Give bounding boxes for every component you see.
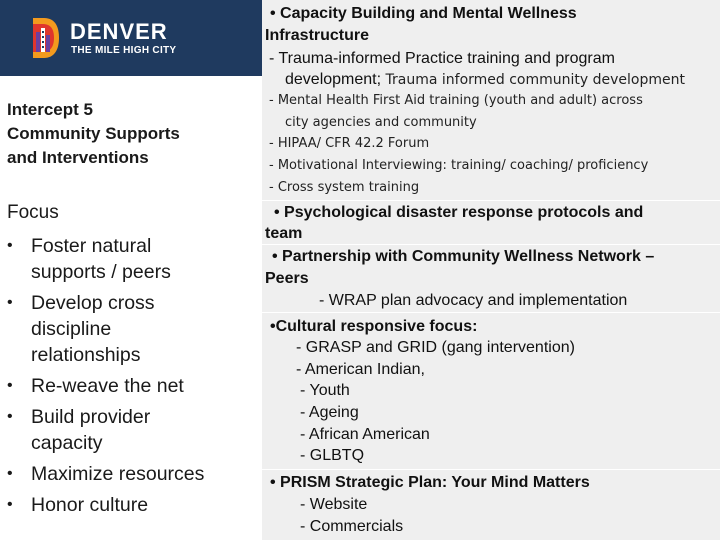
focus-list — [7, 233, 257, 523]
section-heading: • Capacity Building and Mental Wellness — [270, 5, 577, 22]
capacity-item-text: Trauma informed community development — [385, 72, 685, 88]
prism-item: - Commercials — [300, 518, 404, 535]
focus-item — [7, 404, 257, 456]
slide-title-line: and Interventions — [7, 148, 149, 167]
cultural-item: - Youth — [300, 382, 350, 399]
cultural-item: - American Indian, — [296, 361, 425, 378]
focus-item-text: • Foster natural — [31, 235, 152, 257]
capacity-item-text: development; — [285, 71, 382, 88]
disaster-response-section — [262, 200, 720, 245]
capacity-item — [285, 71, 685, 89]
capacity-item: - Cross system training — [269, 180, 420, 195]
focus-item — [7, 233, 257, 285]
focus-item — [7, 290, 257, 368]
logo-tagline: THE MILE HIGH CITY — [71, 45, 177, 56]
slide-title — [7, 98, 257, 170]
cultural-item: - GRASP and GRID (gang intervention) — [296, 339, 575, 356]
cultural-item: - Ageing — [300, 404, 359, 421]
capacity-item: - Trauma-informed Practice training and program — [269, 50, 615, 67]
capacity-item: city agencies and community — [285, 115, 477, 130]
denver-logo-icon — [30, 16, 60, 60]
partnership-section — [262, 244, 720, 313]
section-heading: Peers — [265, 270, 309, 287]
focus-item-text: • Re-weave the net — [31, 375, 184, 397]
prism-section — [262, 469, 720, 541]
section-heading: • Partnership with Community Wellness Network – — [272, 248, 655, 265]
cultural-focus-section — [262, 312, 720, 470]
cultural-item: - African American — [300, 426, 430, 443]
focus-label: Focus — [7, 202, 59, 223]
section-heading: • Psychological disaster response protocols and — [274, 204, 644, 221]
focus-item-text: • Develop cross — [31, 292, 155, 314]
focus-item-text: • Build provider — [31, 406, 151, 428]
slide-title-line: Community Supports — [7, 124, 180, 143]
capacity-item: - Motivational Interviewing: training/ coaching/ proficiency — [269, 158, 649, 173]
focus-item-text: • Maximize resources — [31, 463, 205, 485]
section-heading: • PRISM Strategic Plan: Your Mind Matters — [270, 474, 590, 491]
section-heading: team — [265, 225, 303, 242]
focus-item-text: relationships — [31, 344, 141, 366]
focus-item — [7, 373, 257, 399]
capacity-item: - HIPAA/ CFR 42.2 Forum — [269, 136, 430, 151]
section-heading: •Cultural responsive focus: — [270, 318, 478, 335]
focus-item — [7, 461, 257, 487]
logo-wordmark: DENVER — [70, 19, 168, 44]
focus-item-text: discipline — [31, 318, 112, 340]
denver-logo — [0, 0, 262, 76]
focus-item-text: supports / peers — [31, 261, 171, 283]
capacity-item: - Mental Health First Aid training (youth and adult) across — [269, 93, 643, 108]
initiatives-panel — [262, 0, 720, 540]
focus-item-text: • Honor culture — [31, 494, 149, 516]
cultural-item: - GLBTQ — [300, 447, 365, 464]
prism-item: - Website — [300, 496, 368, 513]
focus-item — [7, 492, 257, 518]
slide-title-line: Intercept 5 — [7, 100, 93, 119]
partnership-item: - WRAP plan advocacy and implementation — [319, 292, 628, 309]
focus-item-text: capacity — [31, 432, 103, 454]
section-heading: Infrastructure — [265, 27, 370, 44]
capacity-building-section — [262, 0, 720, 201]
